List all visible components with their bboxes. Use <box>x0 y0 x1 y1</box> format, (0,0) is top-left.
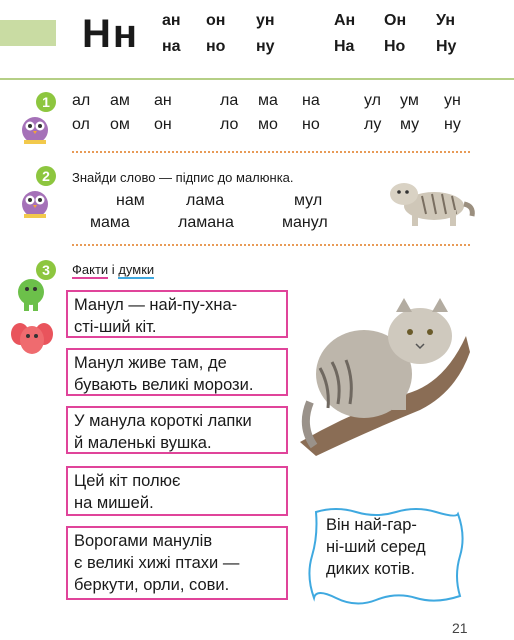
owl-icon <box>18 182 52 220</box>
red-elephant-icon <box>10 318 54 358</box>
owl-icon <box>18 108 52 146</box>
word-option: мул <box>294 192 323 209</box>
fact-line: на мишей. <box>74 494 154 512</box>
dotted-divider <box>72 151 470 153</box>
syllable-cell: ум <box>400 92 419 109</box>
word-option: лама <box>186 192 225 209</box>
opinion-line: диких котів. <box>326 560 415 578</box>
fact-line: Манул живе там, де <box>74 354 227 372</box>
syllable-cell: мо <box>258 116 278 133</box>
dotted-divider <box>72 244 470 246</box>
syllable-cell: му <box>400 116 420 133</box>
letter-title: Нн <box>82 12 140 56</box>
syllable-cell: ло <box>220 116 239 133</box>
syllable: Он <box>384 12 407 29</box>
opinion-line: ні-ший серед <box>326 538 426 556</box>
fact-line: Ворогами манулів <box>74 532 213 550</box>
syllable: Ну <box>436 38 457 55</box>
syllable: он <box>206 12 226 29</box>
word-option: манул <box>282 214 328 231</box>
task-number-badge: 2 <box>36 166 56 186</box>
fact-line: Цей кіт полює <box>74 472 181 490</box>
heading-conjunction: і <box>111 262 115 277</box>
syllable-cell: лу <box>364 116 382 133</box>
word-option: ламана <box>178 214 234 231</box>
fact-line: бувають великі морози. <box>74 376 254 394</box>
syllable-cell: ну <box>444 116 461 133</box>
syllable-cell: ма <box>258 92 278 109</box>
syllable: ну <box>256 38 275 55</box>
syllable-cell: ла <box>220 92 239 109</box>
fact-box <box>66 466 288 516</box>
word-option: мама <box>90 214 130 231</box>
syllable: ун <box>256 12 275 29</box>
fact-line: беркути, орли, сови. <box>74 576 230 594</box>
syllable-cell: ан <box>154 92 172 109</box>
syllable: Но <box>384 38 406 55</box>
syllable: ан <box>162 12 181 29</box>
syllable-cell: ом <box>110 116 130 133</box>
opinion-line: Він най-гар- <box>326 516 417 534</box>
fact-line: сті-ший кіт. <box>74 318 157 336</box>
task-number-badge: 1 <box>36 92 56 112</box>
manul-image-large <box>296 292 472 456</box>
header-color-band <box>0 20 56 46</box>
heading-facts: Факти <box>72 262 109 277</box>
fact-box <box>66 290 288 338</box>
syllable-cell: он <box>154 116 172 133</box>
syllable-cell: но <box>302 116 320 133</box>
manul-image-small <box>384 172 476 234</box>
opinion-text <box>326 514 426 580</box>
page-number: 21 <box>452 620 468 636</box>
syllable-cell: ал <box>72 92 91 109</box>
syllable: Ун <box>436 12 456 29</box>
task-instruction: Знайди слово — підпис до малюнка. <box>72 170 294 185</box>
word-option: нам <box>116 192 145 209</box>
fact-line: й маленькі вушка. <box>74 434 212 452</box>
fact-box <box>66 526 288 600</box>
syllable: на <box>162 38 181 55</box>
syllable: Ан <box>334 12 356 29</box>
syllable-cell: ам <box>110 92 130 109</box>
fact-box <box>66 348 288 396</box>
syllable: но <box>206 38 226 55</box>
syllable: На <box>334 38 355 55</box>
syllable-cell: ол <box>72 116 90 133</box>
fact-box <box>66 406 288 454</box>
syllable-cell: ул <box>364 92 381 109</box>
green-character-icon <box>14 276 48 312</box>
task-number-badge: 3 <box>36 260 56 280</box>
fact-line: є великі хижі птахи — <box>74 554 240 572</box>
syllable-cell: на <box>302 92 320 109</box>
section-heading <box>72 262 154 277</box>
fact-line: Манул — най-пу-хна- <box>74 296 238 314</box>
heading-opinions: думки <box>118 262 155 277</box>
header-divider <box>0 78 514 80</box>
syllable-cell: ун <box>444 92 461 109</box>
fact-line: У манула короткі лапки <box>74 412 252 430</box>
